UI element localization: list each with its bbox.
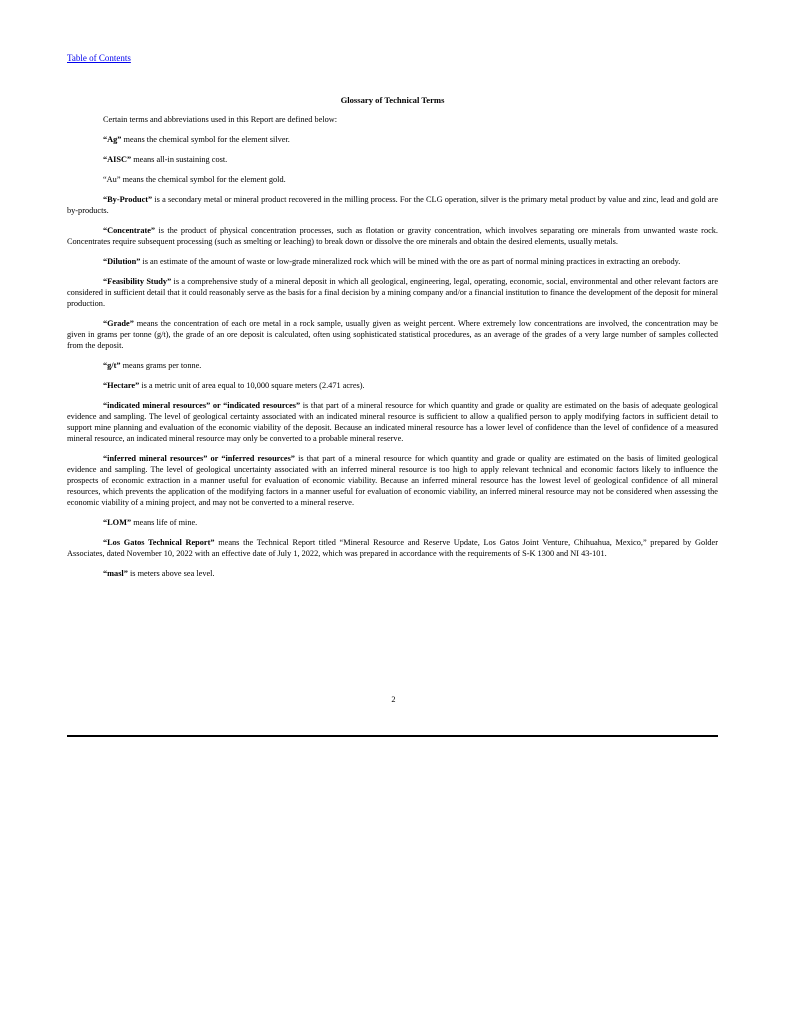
glossary-term: “Hectare” xyxy=(103,381,140,390)
glossary-entry-hectare xyxy=(67,380,718,391)
glossary-definition: means all-in sustaining cost. xyxy=(131,155,228,164)
glossary-term: “AISC” xyxy=(103,155,132,164)
glossary-definition: is that part of a mineral resource for which quantity and grade or quality are estimated on the basis of limited geological evidence and sampling. The level of geological uncertainty associated with an inferred mineral resource is too high to apply relevant technical and economic factors likely to influence the prospects of economic extraction in a manner useful for evaluation of economic viability. Because an inferred mineral resource has the lowest level of geological confidence of all mineral resources, which prevents the application of the modifying factors in a manner useful for evaluation of economic viability, an inferred mineral resource may not be considered when assessing the economic viability of a mining project, and may not be converted to a mineral reserve. xyxy=(67,454,719,507)
glossary-definition: is the product of physical concentration processes, such as flotation or gravity concentration, which involves separating ore minerals from unwanted waste rock. Concentrates require subsequent processing (such as smelting or leaching) to break down or dissolve the ore minerals and obtain the desired elements, usually metals. xyxy=(67,226,718,246)
glossary-term: “masl” xyxy=(103,569,128,578)
glossary-entry-los-gatos-technical-report xyxy=(67,537,718,559)
glossary-term: “Feasibility Study” xyxy=(103,277,172,286)
glossary-entry-grade xyxy=(67,318,718,351)
table-of-contents-link[interactable]: Table of Contents xyxy=(67,53,131,63)
glossary-term: “Grade” xyxy=(103,319,134,328)
glossary-definition: is a metric unit of area equal to 10,000 square meters (2.471 acres). xyxy=(139,381,365,390)
glossary-definition: means the concentration of each ore metal in a rock sample, usually given as weight percent. Where extremely low concentrations are involved, the concentration may be given in grams per tonne (g/t), the grade of an ore deposit is calculated, often using sophisticated statistical procedures, as an average of the grades of a very large number of samples collected from the deposit. xyxy=(67,319,718,350)
glossary-term: “Concentrate” xyxy=(103,226,156,235)
glossary-definition: is meters above sea level. xyxy=(127,569,215,578)
glossary-entry-ag xyxy=(67,134,718,145)
glossary-definition: means the chemical symbol for the element silver. xyxy=(121,135,290,144)
glossary-section xyxy=(67,95,718,588)
glossary-term: “By-Product” xyxy=(103,195,153,204)
glossary-entry-dilution xyxy=(67,256,718,267)
glossary-definition: means the Technical Report titled “Mineral Resource and Reserve Update, Los Gatos Joint Venture, Chihuahua, Mexico,” prepared by Golder Associates, dated November 10, 2022 with an effective date of July 1, 2022, which was prepared in accordance with the requirements of S-K 1300 and NI 43-101. xyxy=(67,538,719,558)
glossary-term: “Dilution” xyxy=(103,257,141,266)
glossary-definition: is an estimate of the amount of waste or low-grade mineralized rock which will be mined with the ore as part of normal mining practices in extracting an orebody. xyxy=(140,257,681,266)
glossary-entry-indicated-resources xyxy=(67,400,718,444)
glossary-entry-concentrate xyxy=(67,225,718,247)
glossary-term: “LOM” xyxy=(103,518,132,527)
glossary-term: “inferred mineral resources” or “inferred resources” xyxy=(103,454,295,463)
glossary-definition: is that part of a mineral resource for which quantity and grade or quality are estimated on the basis of adequate geological evidence and sampling. The level of geological certainty associated with an indicated mineral resource is sufficient to allow a qualified person to apply modifying factors in sufficient detail to support mine planning and evaluation of the economic viability of the deposit. Because an indicated mineral resource has a lower level of confidence than the level of confidence of a measured mineral resource, an indicated mineral resource may only be converted to a probable mineral reserve. xyxy=(67,401,718,443)
glossary-entry-inferred-resources xyxy=(67,453,718,508)
glossary-term: “g/t” xyxy=(103,361,121,370)
glossary-entry-au xyxy=(67,174,718,185)
page-title: Glossary of Technical Terms xyxy=(340,95,445,105)
glossary-definition: “Au” means the chemical symbol for the element gold. xyxy=(103,175,286,184)
glossary-term: “indicated mineral resources” or “indicated resources” xyxy=(103,401,301,410)
glossary-entry-feasibility-study xyxy=(67,276,718,309)
glossary-definition: means life of mine. xyxy=(131,518,198,527)
glossary-entry-gt xyxy=(67,360,718,371)
glossary-entry-masl xyxy=(67,568,718,579)
page-number: 2 xyxy=(391,695,396,704)
glossary-definition: is a secondary metal or mineral product recovered in the milling process. For the CLG operation, silver is the primary metal product by value and zinc, lead and gold are by-products. xyxy=(67,195,718,215)
glossary-entry-by-product xyxy=(67,194,718,216)
glossary-term: “Ag” xyxy=(103,135,122,144)
page-divider xyxy=(67,735,718,737)
glossary-definition: is a comprehensive study of a mineral deposit in which all geological, engineering, legal, operating, economic, social, environmental and other relevant factors are considered in sufficient detail that it could reasonably serve as the basis for a final decision by a mining company and/or a financial institution to finance the development of the deposit for mineral production. xyxy=(67,277,718,308)
glossary-definition: means grams per tonne. xyxy=(120,361,202,370)
glossary-entry-lom xyxy=(67,517,718,528)
glossary-entry-aisc xyxy=(67,154,718,165)
glossary-term: “Los Gatos Technical Report” xyxy=(103,538,215,547)
glossary-intro: Certain terms and abbreviations used in this Report are defined below: xyxy=(103,115,338,124)
